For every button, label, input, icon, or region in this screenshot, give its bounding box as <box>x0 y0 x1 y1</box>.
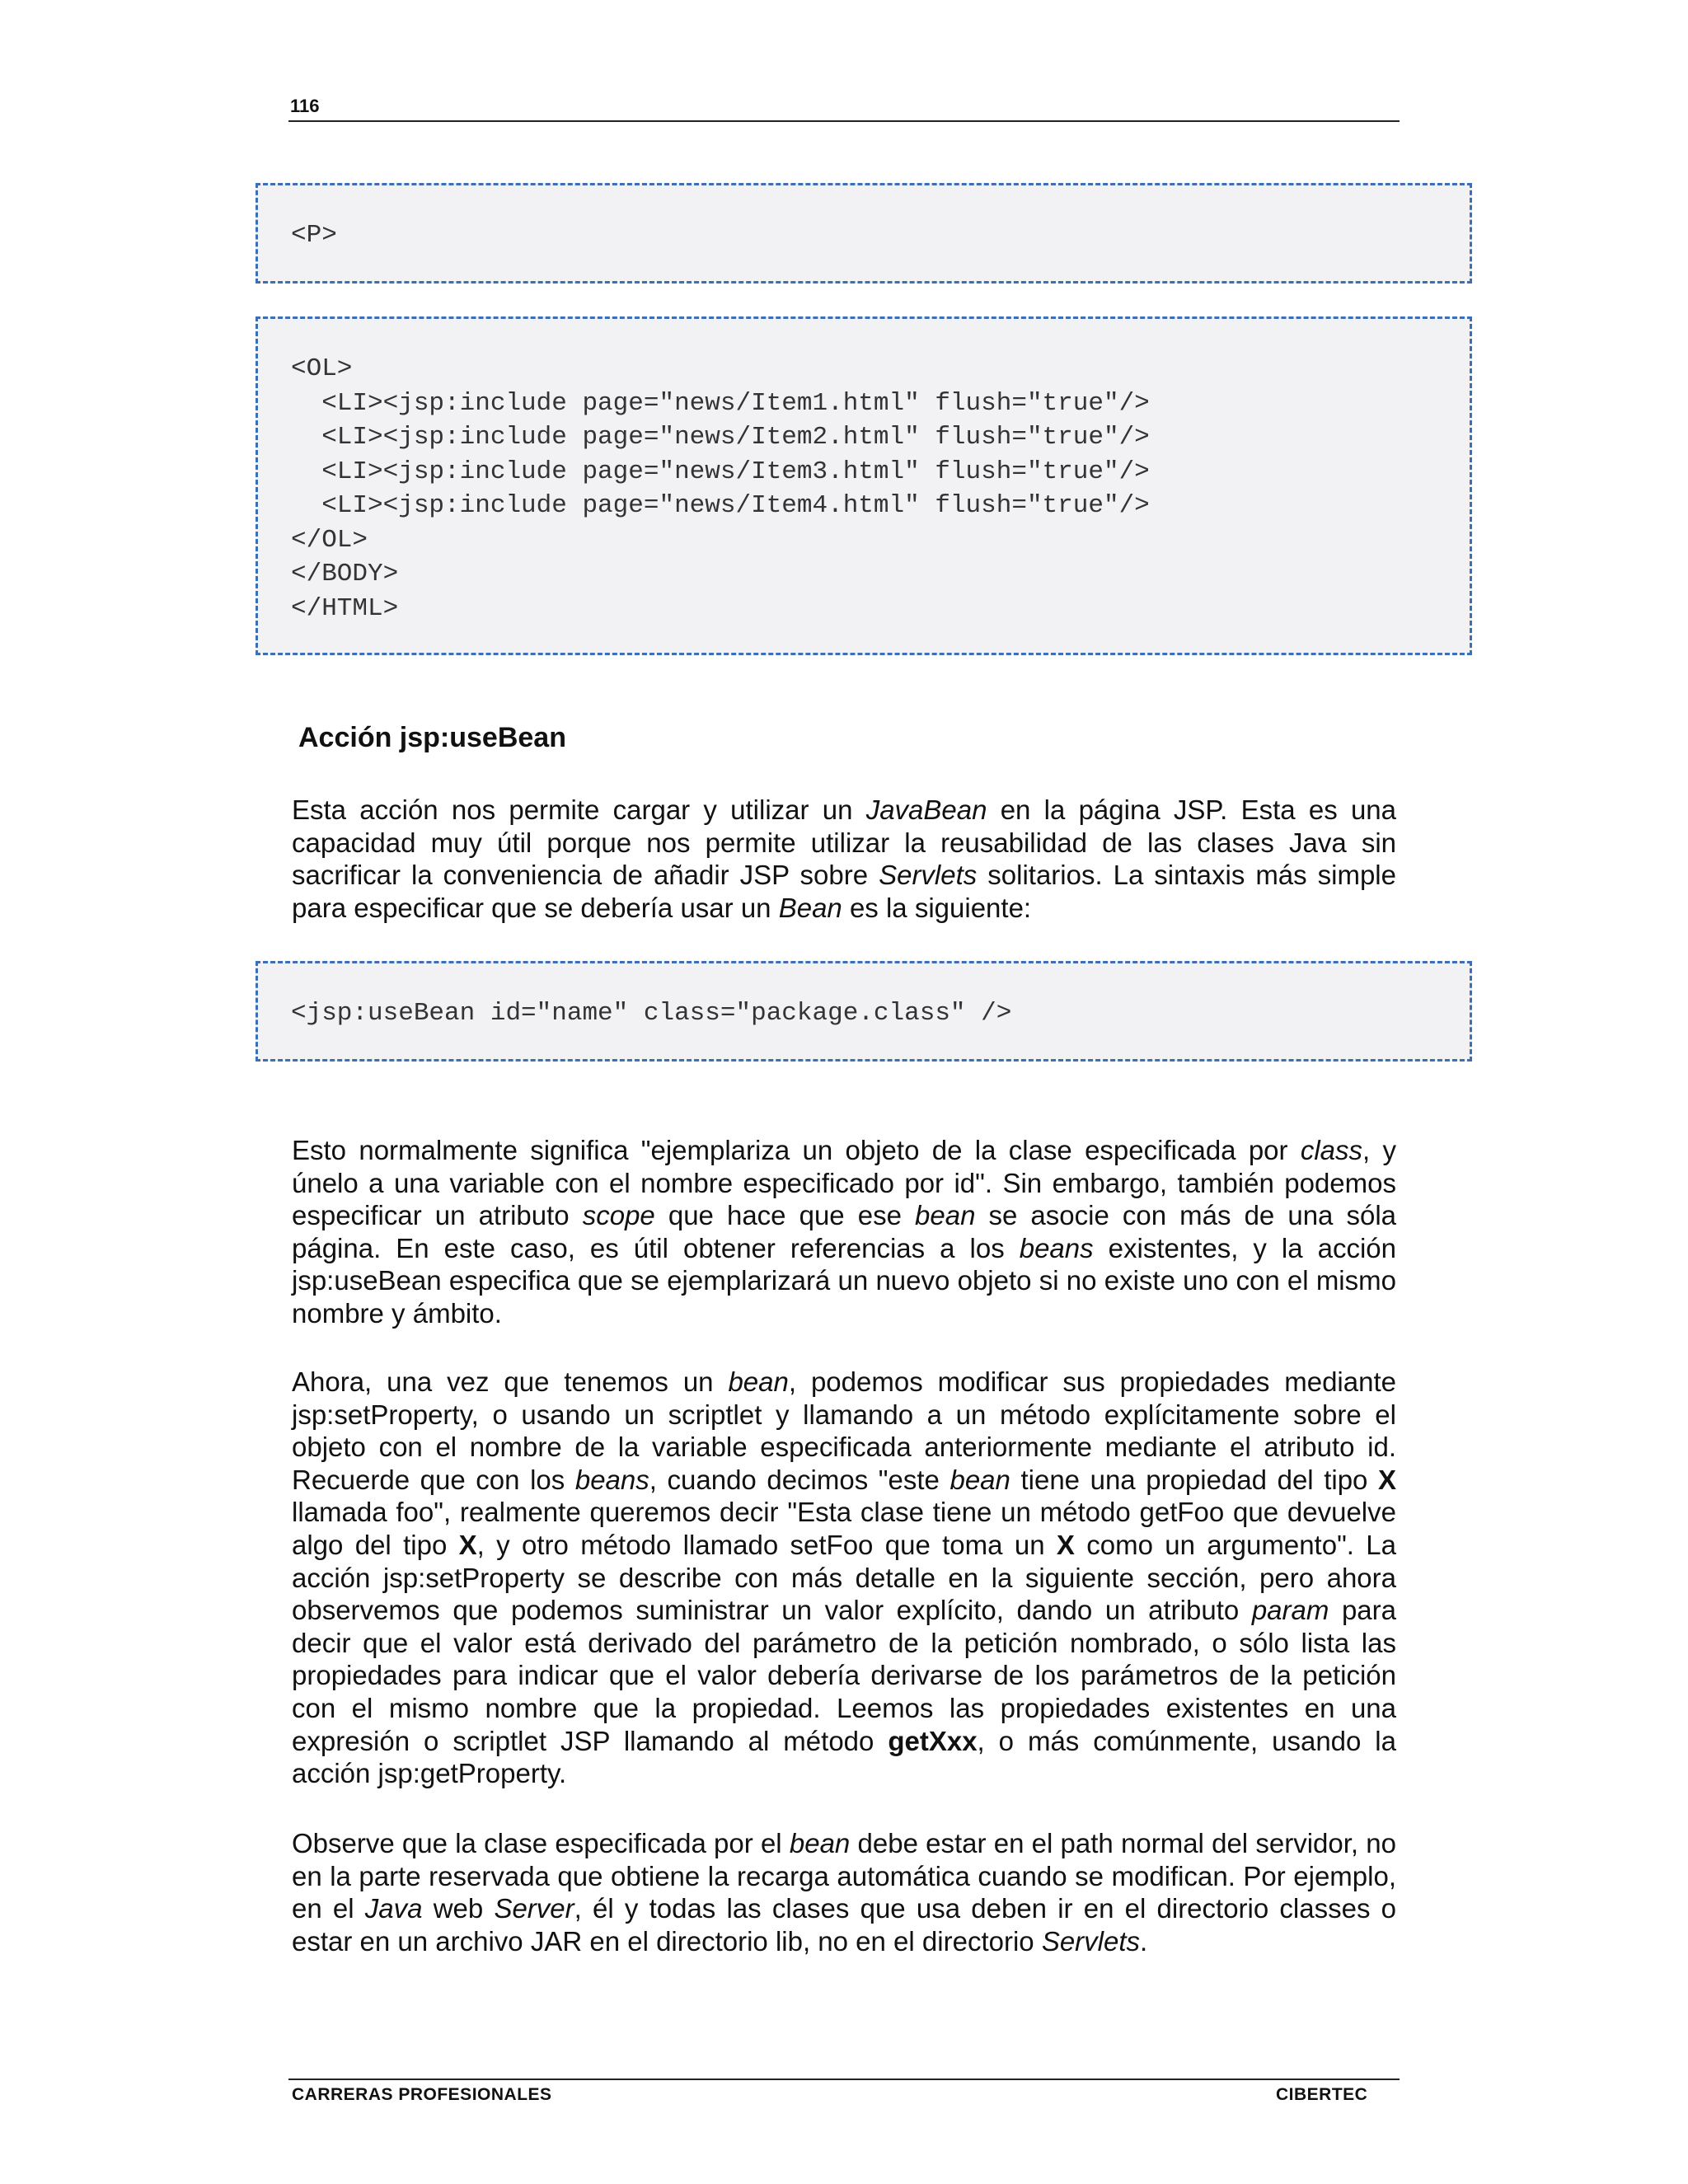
page-header <box>288 91 1400 122</box>
footer-left-label: CARRERAS PROFESIONALES <box>292 2085 552 2104</box>
code-line: <P> <box>291 221 337 250</box>
code-block-p <box>256 183 1472 284</box>
paragraph-usebean-meaning: Esto normalmente significa "ejemplariza un objeto de la clase especificada por class, y únelo a una variable con el nombre especificado por id". Sin embargo, también podemos especificar un atributo scope que hace que ese bean se asocie con más de una sóla página. En este caso, es útil obtener referencias a los beans existentes, y la acción jsp:useBean especifica que se ejemplarizará un nuevo objeto si no existe uno con el mismo nombre y ámbito. <box>292 1135 1397 1329</box>
page-number: 116 <box>290 96 320 116</box>
code-line: </HTML> <box>291 593 399 623</box>
code-block-usebean <box>256 961 1472 1062</box>
footer-rule <box>288 2079 1400 2080</box>
code-block-ol <box>256 316 1472 655</box>
paragraph-intro: Esta acción nos permite cargar y utilizar un JavaBean en la página JSP. Esta es una capacidad muy útil porque nos permite utilizar la reusabilidad de las clases Java sin sacrificar la conveniencia de añadir JSP sobre Servlets solitarios. La sintaxis más simple para especificar que se debería usar un Bean es la siguiente: <box>292 794 1397 923</box>
code-line: </BODY> <box>291 560 399 588</box>
code-line: <LI><jsp:include page="news/Item4.html" flush="true"/> <box>291 491 1150 520</box>
paragraph-set-property: Ahora, una vez que tenemos un bean, podemos modificar sus propiedades mediante jsp:setProperty, o usando un scriptlet y llamando a un método explícitamente sobre el objeto con el nombre de la variable especificada anteriormente mediante el atributo id. Recuerde que con los beans, cuando decimos "este bean tiene una propiedad del tipo X llamada foo", realmente queremos decir "Esta clase tiene un método getFoo que devuelve algo del tipo X, y otro método llamado setFoo que toma un X como un argumento". La acción jsp:setProperty se describe con más detalle en la siguiente sección, pero ahora observemos que podemos suministrar un valor explícito, dando un atributo param para decir que el valor está derivado del parámetro de la petición nombrado, o sólo lista las propiedades para indicar que el valor debería derivarse de los parámetros de la petición con el mismo nombre que la propiedad. Leemos las propiedades existentes en una expresión o scriptlet JSP llamando al método getXxx, o más comúnmente, usando la acción jsp:getProperty. <box>292 1366 1397 1789</box>
code-line: <LI><jsp:include page="news/Item2.html" flush="true"/> <box>291 423 1150 452</box>
code-line: <OL> <box>291 354 353 383</box>
code-line: <LI><jsp:include page="news/Item3.html" flush="true"/> <box>291 457 1150 486</box>
code-line: <jsp:useBean id="name" class="package.class" /> <box>291 999 1012 1028</box>
section-heading: Acción jsp:useBean <box>298 722 566 753</box>
code-line: <LI><jsp:include page="news/Item1.html" flush="true"/> <box>291 388 1150 418</box>
paragraph-classpath: Observe que la clase especificada por el bean debe estar en el path normal del servidor, no en la parte reservada que obtiene la recarga automática cuando se modifican. Por ejemplo, en el Java web Server, él y todas las clases que usa deben ir en el directorio classes o estar en un archivo JAR en el directorio lib, no en el directorio Servlets. <box>292 1828 1397 1957</box>
footer-right-label: CIBERTEC <box>1276 2085 1368 2104</box>
code-line: </OL> <box>291 525 368 555</box>
